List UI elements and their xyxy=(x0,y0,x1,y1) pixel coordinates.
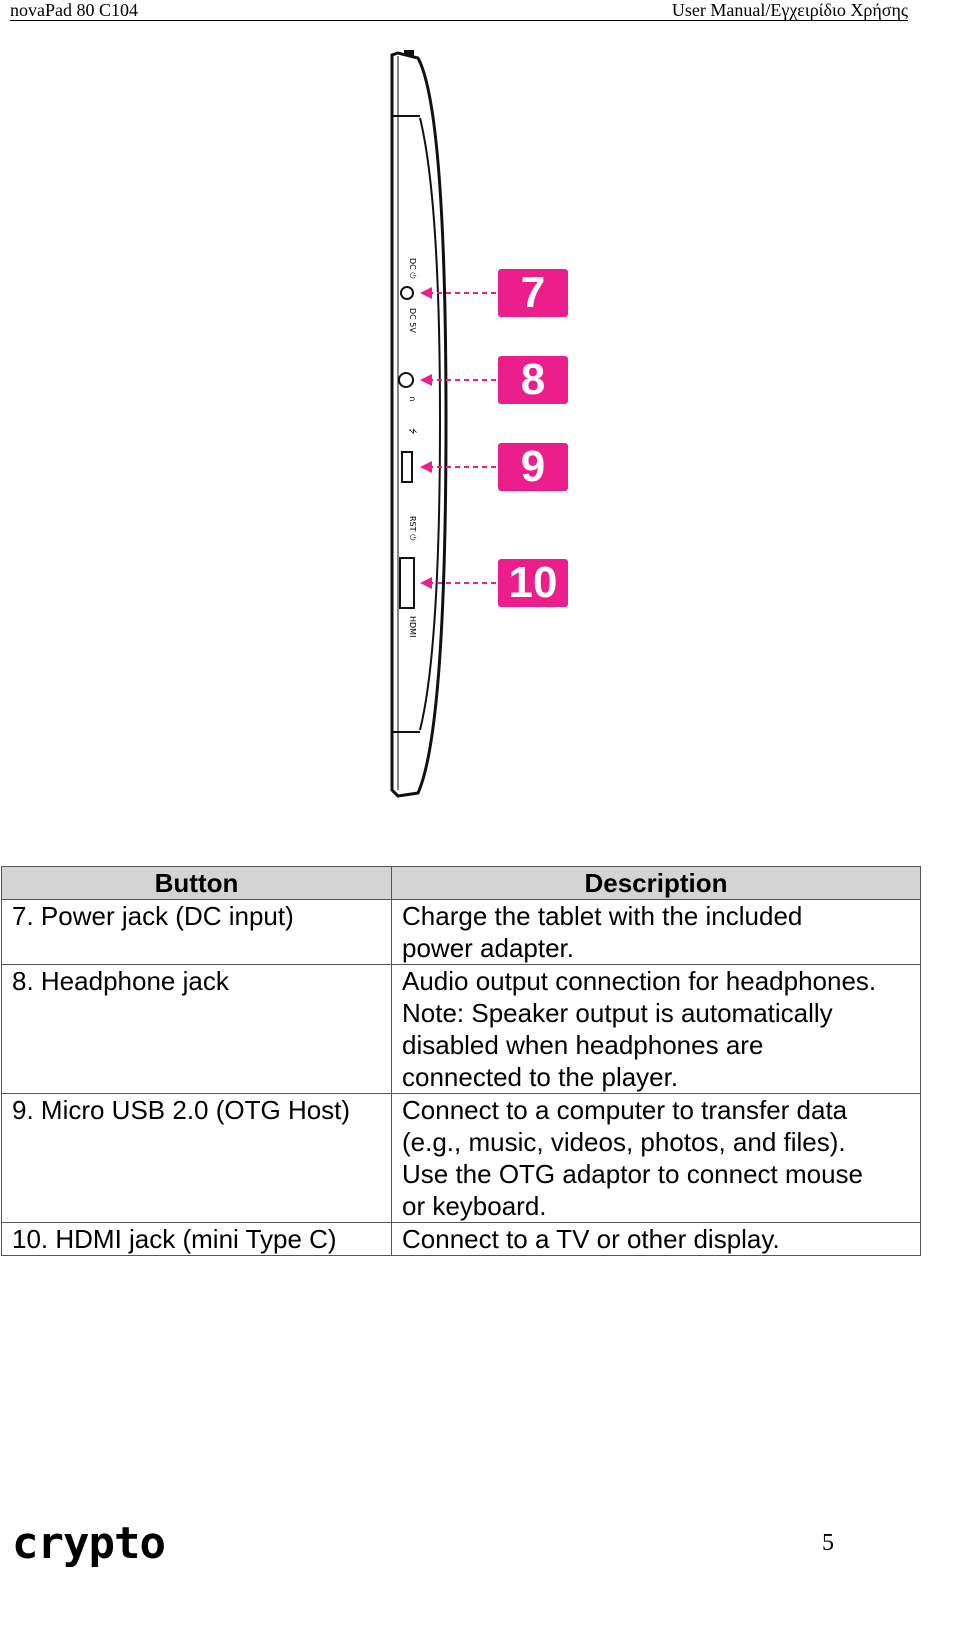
button-cell: 7. Power jack (DC input) xyxy=(2,900,392,965)
svg-text:HDMI: HDMI xyxy=(408,616,417,638)
header-model: novaPad 80 C104 xyxy=(10,0,138,20)
description-line: Connect to a computer to transfer data xyxy=(402,1095,848,1125)
description-line: Charge the tablet with the included xyxy=(402,901,803,931)
table-row xyxy=(2,965,921,1094)
description-cell xyxy=(392,900,921,965)
svg-text:DC ⏻: DC ⏻ xyxy=(408,258,417,279)
header-manual-title: User Manual/Εγχειρίδιο Χρήσης xyxy=(671,0,908,20)
table-header-row xyxy=(2,867,921,900)
button-cell: 9. Micro USB 2.0 (OTG Host) xyxy=(2,1094,392,1223)
description-cell xyxy=(392,1094,921,1223)
svg-text:RST ⏻: RST ⏻ xyxy=(408,516,417,541)
brand-logo: crypto xyxy=(12,1518,165,1569)
description-line: disabled when headphones are xyxy=(402,1030,764,1060)
button-cell: 10. HDMI jack (mini Type C) xyxy=(2,1223,392,1256)
table-row xyxy=(2,900,921,965)
description-line: connected to the player. xyxy=(402,1062,679,1092)
description-cell xyxy=(392,965,921,1094)
callout-8: 8 xyxy=(498,356,568,404)
column-header-button: Button xyxy=(2,867,392,900)
table-row xyxy=(2,1223,921,1256)
callout-10: 10 xyxy=(498,559,568,607)
button-cell: 8. Headphone jack xyxy=(2,965,392,1094)
svg-text:⭍: ⭍ xyxy=(408,428,417,435)
button-description-table xyxy=(1,866,921,1256)
svg-text:∩: ∩ xyxy=(408,396,417,402)
callout-9: 9 xyxy=(498,443,568,491)
description-line: (e.g., music, videos, photos, and files). xyxy=(402,1127,846,1157)
description-line: or keyboard. xyxy=(402,1191,547,1221)
description-line: Audio output connection for headphones. xyxy=(402,966,877,996)
page-number: 5 xyxy=(822,1530,834,1556)
table-row xyxy=(2,1094,921,1223)
description-line: Connect to a TV or other display. xyxy=(402,1224,780,1254)
description-line: Use the OTG adaptor to connect mouse xyxy=(402,1159,864,1189)
description-cell xyxy=(392,1223,921,1256)
callout-7: 7 xyxy=(498,269,568,317)
description-line: Note: Speaker output is automatically xyxy=(402,998,833,1028)
column-header-description: Description xyxy=(392,867,921,900)
description-line: power adapter. xyxy=(402,933,575,963)
svg-text:DC 5V: DC 5V xyxy=(408,308,417,333)
